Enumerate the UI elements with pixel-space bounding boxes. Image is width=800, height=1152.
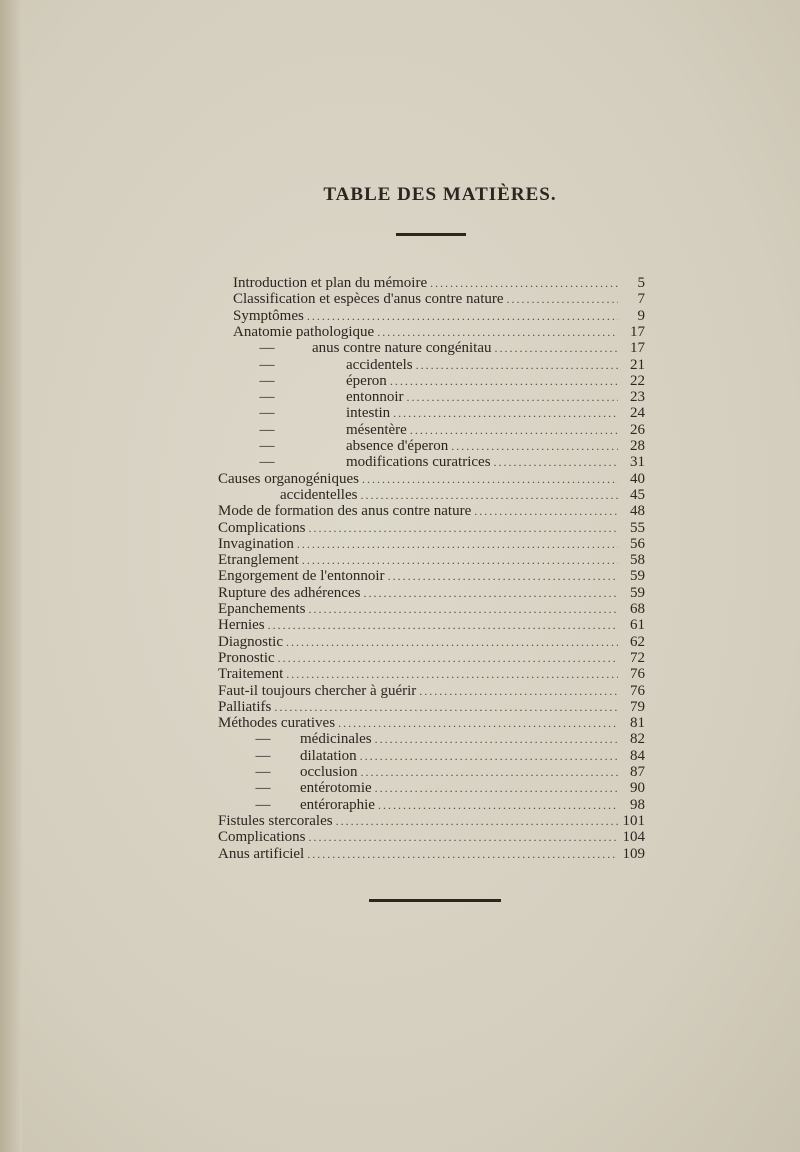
toc-entry-page: 76	[630, 666, 645, 683]
toc-entry-label: Complications	[218, 829, 306, 846]
toc-entry-page: 82	[630, 731, 645, 748]
toc-entry	[233, 275, 645, 291]
toc-entry-page: 23	[630, 389, 645, 406]
toc-entry	[218, 813, 645, 829]
toc-entry-label: Invagination	[218, 535, 294, 552]
toc-entry-page: 72	[630, 649, 645, 666]
toc-entry	[218, 568, 645, 584]
toc-entry-label: accidentels	[346, 356, 413, 373]
dot-leader	[336, 813, 618, 829]
toc-entry-page: 56	[630, 535, 645, 552]
toc-entry	[218, 601, 645, 617]
page-binding-shadow	[0, 0, 22, 1152]
toc-entry	[218, 666, 645, 682]
ditto-dash: —	[259, 438, 275, 454]
toc-entry-label: Faut-il toujours chercher à guérir	[218, 682, 417, 699]
dot-leader	[377, 324, 618, 340]
toc-entry-page: 61	[630, 617, 645, 634]
toc-entry-label: Epanchements	[218, 601, 306, 617]
toc-entry-page: 98	[630, 796, 645, 813]
toc-entry-label: médicinales	[300, 731, 372, 748]
end-rule	[369, 899, 501, 902]
toc-entry-label: intestin	[346, 405, 391, 422]
toc-entry-label: Classification et espèces d'anus contre nature	[233, 291, 504, 308]
toc-entry-label: éperon	[346, 372, 387, 389]
dot-leader	[268, 617, 618, 633]
toc-entry	[248, 764, 645, 780]
toc-entry	[252, 422, 645, 438]
ditto-dash: —	[255, 731, 271, 748]
toc-entry-page: 45	[630, 486, 645, 503]
ditto-dash: —	[259, 454, 275, 471]
ditto-dash: —	[259, 356, 275, 373]
toc-entry-page: 104	[622, 829, 645, 846]
dot-leader	[338, 715, 618, 731]
dot-leader	[451, 438, 618, 454]
toc-entry	[252, 373, 645, 389]
ditto-dash: —	[255, 747, 271, 764]
toc-entry	[218, 617, 645, 633]
dot-leader	[375, 780, 618, 796]
toc-entry-label: Etranglement	[218, 552, 299, 569]
toc-entry	[233, 324, 645, 340]
toc-entry-page: 55	[630, 519, 645, 536]
toc-entry-page: 17	[630, 340, 645, 357]
toc-entry-label: Introduction et plan du mémoire	[233, 275, 428, 291]
toc-entry-label: Rupture des adhérences	[218, 584, 361, 601]
toc-entry	[248, 731, 645, 747]
dot-leader	[278, 650, 618, 666]
toc-entry	[218, 520, 645, 536]
dot-leader	[507, 291, 618, 307]
dot-leader	[302, 552, 618, 568]
toc-entry-label: Méthodes curatives	[218, 715, 336, 732]
dot-leader	[495, 340, 618, 356]
toc-entry-label: Causes organogéniques	[218, 470, 359, 487]
toc-entry-label: Traitement	[218, 666, 284, 683]
dot-leader	[393, 405, 618, 421]
toc-entry	[252, 340, 645, 356]
dot-leader	[388, 568, 618, 584]
ditto-dash: —	[259, 421, 275, 438]
toc-entry-page: 81	[630, 715, 645, 732]
title-rule	[396, 233, 466, 236]
toc-entry-label: Hernies	[218, 617, 265, 634]
dot-leader	[308, 601, 618, 617]
toc-entry	[248, 748, 645, 764]
toc-entry-page: 76	[630, 682, 645, 699]
dot-leader	[360, 748, 618, 764]
toc-entry-page: 48	[630, 503, 645, 520]
toc-entry	[218, 471, 645, 487]
toc-entry	[252, 405, 645, 421]
toc-entry-page: 31	[630, 454, 645, 471]
toc-entry-page: 68	[630, 601, 645, 617]
dot-leader	[430, 275, 618, 291]
toc-entry-label: modifications curatrices	[346, 454, 491, 471]
toc-entry-label: Fistules stercorales	[218, 812, 333, 829]
dot-leader	[375, 731, 618, 747]
toc-entry	[218, 650, 645, 666]
toc-entry-page: 101	[622, 812, 645, 829]
toc-entry-label: accidentelles	[280, 486, 358, 503]
ditto-dash: —	[259, 389, 275, 406]
toc-entry	[252, 454, 645, 470]
ditto-dash: —	[255, 780, 271, 797]
toc-entry-page: 28	[630, 438, 645, 454]
toc-entry-page: 5	[637, 275, 645, 291]
dot-leader	[363, 585, 618, 601]
dot-leader	[360, 487, 618, 503]
toc-entry-label: entonnoir	[346, 389, 404, 406]
toc-entry-page: 9	[637, 307, 645, 324]
dot-leader	[362, 471, 618, 487]
dot-leader	[286, 634, 618, 650]
dot-leader	[309, 829, 619, 845]
dot-leader	[286, 666, 618, 682]
toc-entry-page: 109	[622, 845, 645, 862]
dot-leader	[274, 699, 618, 715]
toc-entry	[233, 291, 645, 307]
toc-entry	[218, 829, 645, 845]
dot-leader	[378, 797, 618, 813]
toc-entry-page: 59	[630, 568, 645, 585]
toc-entry-page: 17	[630, 323, 645, 340]
toc-entry-label: mésentère	[346, 421, 407, 438]
toc-entry-label: Anatomie pathologique	[233, 323, 375, 340]
toc-entry-page: 87	[630, 764, 645, 780]
dot-leader	[419, 683, 618, 699]
toc-entry-label: Engorgement de l'entonnoir	[218, 568, 385, 585]
toc-entry	[280, 487, 645, 503]
toc-entry	[218, 699, 645, 715]
dot-leader	[390, 373, 618, 389]
toc-entry-label: entéroraphie	[300, 796, 375, 813]
toc-entry	[248, 797, 645, 813]
toc-entry-label: Palliatifs	[218, 698, 272, 715]
toc-entry-page: 26	[630, 421, 645, 438]
toc-entry-label: Mode de formation des anus contre nature	[218, 503, 472, 520]
toc-entry-page: 21	[630, 356, 645, 373]
toc-entry-label: Pronostic	[218, 649, 275, 666]
ditto-dash: —	[259, 372, 275, 389]
toc-entry	[252, 389, 645, 405]
ditto-dash: —	[255, 764, 271, 780]
toc-entry-label: Anus artificiel	[218, 845, 305, 862]
toc-entry	[248, 780, 645, 796]
toc-entry-label: entérotomie	[300, 780, 372, 797]
toc-entry-label: occlusion	[300, 764, 358, 780]
ditto-dash: —	[259, 405, 275, 422]
toc-entry-page: 24	[630, 405, 645, 422]
toc-entry	[218, 846, 645, 862]
page-title: TABLE DES MATIÈRES.	[323, 184, 557, 205]
dot-leader	[410, 422, 618, 438]
toc-entry-page: 90	[630, 780, 645, 797]
toc-entry-label: Symptômes	[233, 307, 304, 324]
toc-entry-page: 22	[630, 372, 645, 389]
toc-entry	[252, 357, 645, 373]
toc-entry-page: 59	[630, 584, 645, 601]
toc-entry-page: 62	[630, 633, 645, 650]
toc-entry-page: 40	[630, 470, 645, 487]
dot-leader	[307, 846, 618, 862]
toc-entry	[218, 683, 645, 699]
toc-entry-page: 58	[630, 552, 645, 569]
toc-entry-label: Complications	[218, 519, 306, 536]
toc-entry-label: anus contre nature congénitau	[312, 340, 492, 357]
toc-entry-label: absence d'éperon	[346, 438, 449, 454]
toc-entry	[218, 634, 645, 650]
ditto-dash: —	[259, 340, 275, 357]
toc-entry-page: 84	[630, 747, 645, 764]
dot-leader	[309, 520, 619, 536]
toc-entry	[218, 552, 645, 568]
toc-entry	[218, 715, 645, 731]
dot-leader	[297, 536, 618, 552]
dot-leader	[494, 454, 618, 470]
toc-entry	[218, 585, 645, 601]
ditto-dash: —	[255, 796, 271, 813]
toc-entry-label: dilatation	[300, 747, 357, 764]
dot-leader	[416, 357, 618, 373]
toc-entry-page: 79	[630, 698, 645, 715]
dot-leader	[407, 389, 619, 405]
dot-leader	[361, 764, 619, 780]
toc-entry-label: Diagnostic	[218, 633, 283, 650]
toc-entry	[218, 503, 645, 519]
toc-entry-page: 7	[637, 291, 645, 308]
toc-entry	[233, 308, 645, 324]
dot-leader	[307, 308, 618, 324]
toc-entry	[252, 438, 645, 454]
toc-entry	[218, 536, 645, 552]
dot-leader	[474, 503, 618, 519]
